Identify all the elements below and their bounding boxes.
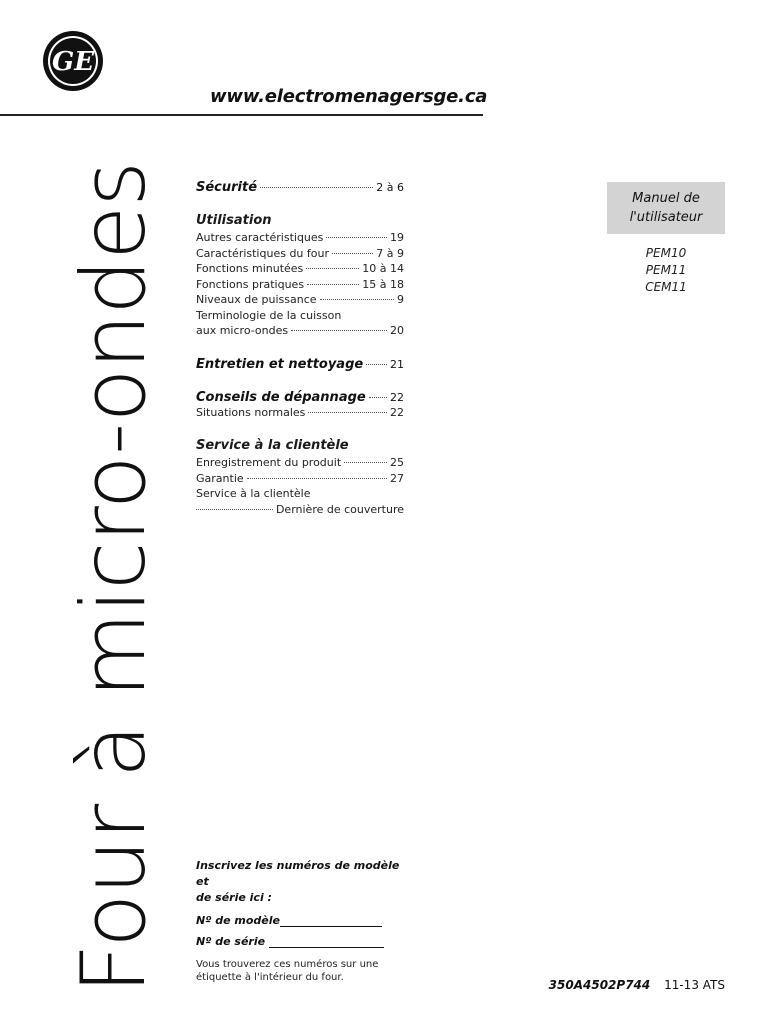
leader-dots (308, 412, 387, 413)
toc-page: 25 (390, 456, 404, 469)
document-date: 11-13 ATS (664, 978, 725, 992)
toc-page: 22 (390, 390, 404, 404)
registration-instruction-2: de série ici : (196, 891, 272, 904)
toc-section-depannage (196, 390, 404, 421)
toc-heading: Service à la clientèle (196, 438, 349, 453)
toc-item-label: Fonctions pratiques (196, 277, 305, 291)
toc-item-label: Garantie (196, 471, 244, 485)
leader-dots (344, 462, 387, 463)
toc-heading: Sécurité (196, 180, 258, 195)
table-of-contents (196, 180, 404, 535)
leader-dots (307, 284, 359, 285)
toc-page: 19 (390, 231, 404, 244)
toc-page: 7 à 9 (376, 246, 404, 260)
leader-dots (369, 397, 387, 398)
serial-number-label: Nº de série (196, 935, 266, 948)
serial-number-field (196, 935, 406, 948)
note-line: étiquette à l'intérieur du four. (196, 972, 344, 983)
toc-heading: Entretien et nettoyage (196, 356, 364, 372)
toc-item (196, 502, 404, 518)
leader-dots (366, 364, 387, 365)
toc-section-securite (196, 180, 404, 195)
toc-page: Dernière de couverture (275, 502, 404, 516)
leader-dots (332, 253, 373, 254)
registration-block (196, 858, 406, 984)
svg-text:GE: GE (51, 47, 95, 77)
toc-item (196, 323, 404, 339)
toc-item-label: Fonctions minutées (196, 262, 304, 275)
toc-item-label: Service à la clientèle (196, 487, 311, 500)
model-number-line (280, 914, 382, 927)
toc-item-label: aux micro-ondes (196, 324, 289, 337)
registration-note (196, 958, 406, 984)
toc-section-entretien (196, 357, 404, 372)
toc-page: 22 (390, 405, 404, 419)
vertical-title: Four à micro-ondes (62, 161, 165, 995)
leader-dots (306, 268, 359, 269)
model-number: PEM10 (645, 246, 687, 260)
toc-section-utilisation (196, 213, 404, 339)
toc-item (196, 405, 404, 421)
toc-page: 20 (390, 324, 404, 337)
toc-section-service (196, 438, 404, 517)
leader-dots (196, 509, 273, 510)
manual-line-1: Manuel de (632, 191, 700, 206)
leader-dots (326, 237, 387, 238)
toc-item-label: Situations normales (196, 405, 306, 419)
toc-item (196, 471, 404, 487)
manual-label-box (607, 182, 725, 234)
model-list (607, 245, 725, 296)
model-number: CEM11 (645, 280, 687, 294)
toc-item (196, 292, 404, 308)
toc-item (196, 230, 404, 246)
leader-dots (291, 330, 387, 331)
header-rule (0, 114, 483, 116)
note-line: Vous trouverez ces numéros sur une (196, 959, 379, 970)
serial-number-line (269, 935, 384, 948)
toc-item-label: Caractéristiques du four (196, 246, 329, 260)
toc-item-label: Enregistrement du produit (196, 456, 342, 469)
ge-logo (42, 30, 104, 92)
leader-dots (260, 187, 373, 188)
toc-item (196, 308, 404, 324)
website-url: www.electromenagersge.ca (210, 86, 488, 107)
toc-page: 21 (390, 357, 404, 371)
toc-item (196, 455, 404, 471)
model-number-label: Nº de modèle (196, 914, 280, 927)
registration-instruction-1: Inscrivez les numéros de modèle et (196, 859, 400, 888)
toc-item (196, 277, 404, 293)
toc-page: 10 à 14 (362, 262, 404, 275)
toc-item (196, 261, 404, 277)
manual-line-2: l'utilisateur (629, 210, 703, 225)
toc-page: 9 (397, 293, 404, 306)
toc-heading: Conseils de dépannage (196, 389, 366, 405)
toc-heading: Utilisation (196, 213, 272, 228)
footer (549, 978, 725, 992)
model-number-field (196, 914, 406, 927)
document-code: 350A4502P744 (548, 978, 651, 992)
leader-dots (247, 478, 387, 479)
toc-item (196, 246, 404, 262)
toc-page: 15 à 18 (362, 277, 404, 291)
toc-page: 2 à 6 (376, 181, 404, 194)
model-number: PEM11 (645, 263, 687, 277)
toc-item (196, 486, 404, 502)
toc-item-label: Autres caractéristiques (196, 231, 324, 244)
leader-dots (320, 299, 394, 300)
toc-page: 27 (390, 471, 404, 485)
toc-item-label: Terminologie de la cuisson (196, 308, 342, 322)
toc-item-label: Niveaux de puissance (196, 293, 317, 306)
